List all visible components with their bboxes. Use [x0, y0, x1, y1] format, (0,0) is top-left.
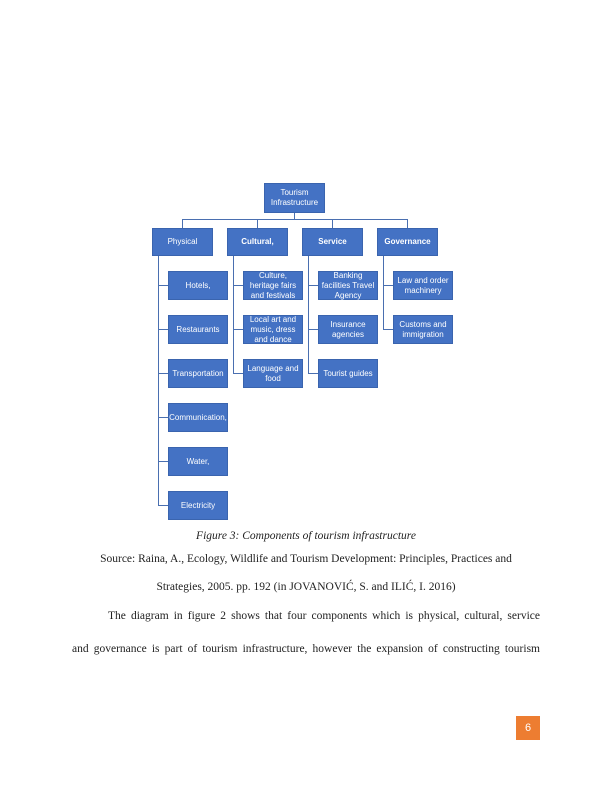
connector-line — [308, 329, 318, 330]
child-node: Hotels, — [168, 271, 228, 300]
child-node: Culture, heritage fairs and festivals — [243, 271, 303, 300]
child-node: Tourist guides — [318, 359, 378, 388]
connector-line — [158, 461, 168, 462]
connector-line — [233, 256, 234, 374]
connector-line — [158, 329, 168, 330]
child-node: Communication, — [168, 403, 228, 432]
connector-line — [257, 219, 258, 228]
body-paragraph-line-2: and governance is part of tourism infrastructure, however the expansion of constructing tourism — [72, 643, 540, 655]
child-node: Restaurants — [168, 315, 228, 344]
connector-line — [158, 417, 168, 418]
child-node: Insurance agencies — [318, 315, 378, 344]
connector-line — [233, 285, 243, 286]
child-node: Law and order machinery — [393, 271, 453, 300]
connector-line — [158, 256, 159, 506]
connector-line — [332, 219, 333, 228]
connector-line — [383, 285, 393, 286]
connector-line — [158, 505, 168, 506]
child-node: Transportation — [168, 359, 228, 388]
connector-line — [308, 256, 309, 374]
child-node: Electricity — [168, 491, 228, 520]
connector-line — [233, 329, 243, 330]
source-citation-line-2: Strategies, 2005. pp. 192 (in JOVANOVIĆ, S. and ILIĆ, I. 2016) — [156, 581, 456, 593]
connector-line — [233, 373, 243, 374]
child-node: Banking facilities Travel Agency — [318, 271, 378, 300]
root-node: Tourism Infrastructure — [264, 183, 325, 213]
connector-line — [407, 219, 408, 228]
child-node: Language and food — [243, 359, 303, 388]
category-node-governance: Governance — [377, 228, 438, 256]
page-number-badge: 6 — [516, 716, 540, 740]
connector-line — [308, 373, 318, 374]
figure-caption: Figure 3: Components of tourism infrastructure — [196, 530, 416, 542]
category-node-service: Service — [302, 228, 363, 256]
connector-line — [308, 285, 318, 286]
connector-line — [158, 285, 168, 286]
connector-line — [182, 219, 183, 228]
body-paragraph-line-1: The diagram in figure 2 shows that four components which is physical, cultural, service — [108, 610, 540, 622]
category-node-cultural: Cultural, — [227, 228, 288, 256]
connector-line — [158, 373, 168, 374]
source-citation-line-1: Source: Raina, A., Ecology, Wildlife and Tourism Development: Principles, Practices and — [100, 553, 512, 565]
connector-line — [383, 329, 393, 330]
child-node: Water, — [168, 447, 228, 476]
connector-line — [383, 256, 384, 330]
child-node: Customs and immigration — [393, 315, 453, 344]
child-node: Local art and music, dress and dance — [243, 315, 303, 344]
category-node-physical: Physical — [152, 228, 213, 256]
connector-line — [182, 219, 408, 220]
